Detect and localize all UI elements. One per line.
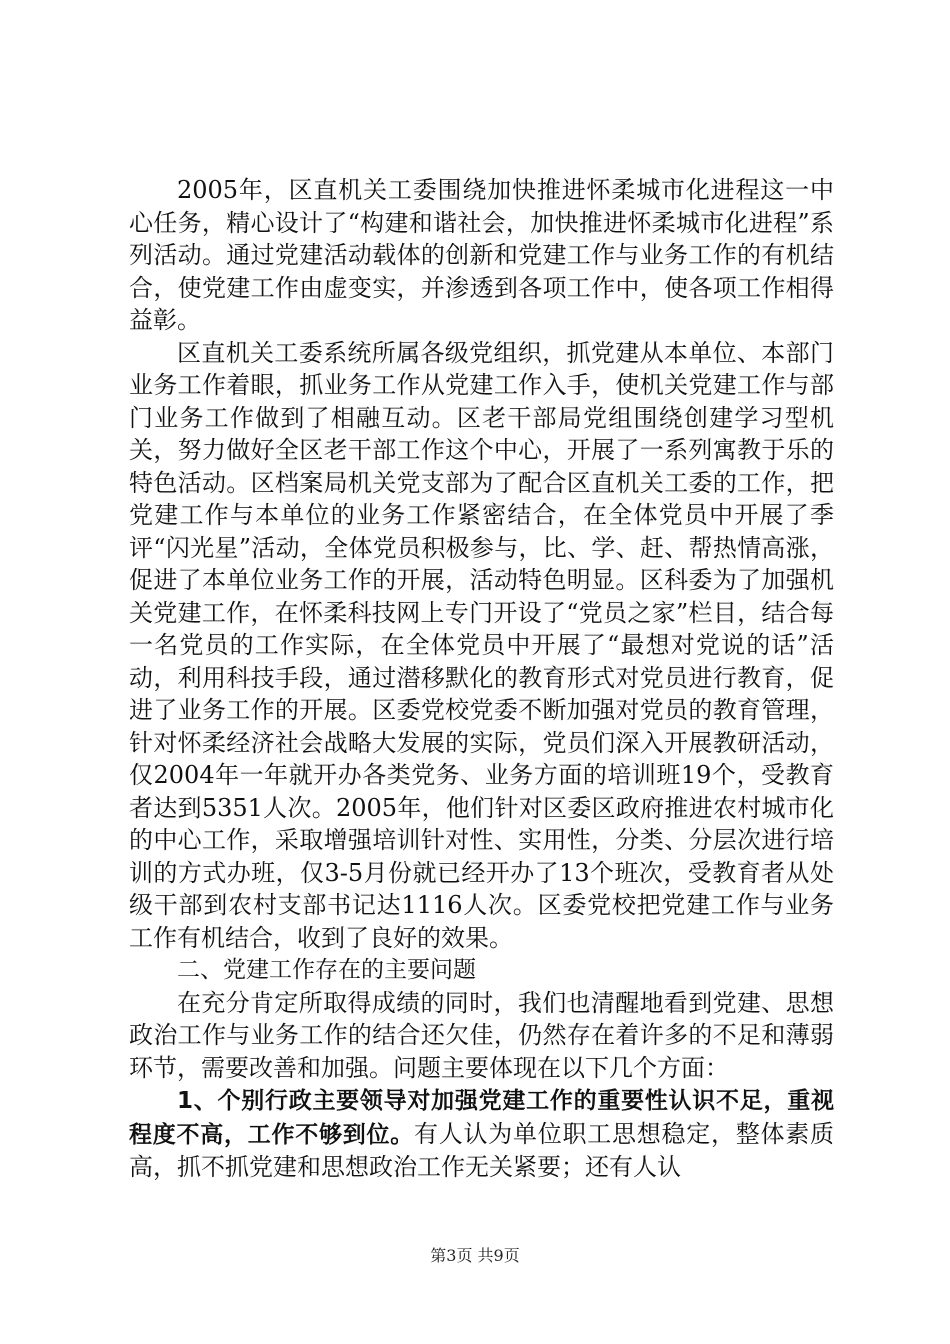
document-body (129, 174, 834, 1184)
paragraph-problems-intro: 在充分肯定所取得成绩的同时，我们也清醒地看到党建、思想政治工作与业务工作的结合还欠佳，仍然存在着许多的不足和薄弱环节，需要改善和加强。问题主要体现在以下几个方面： (129, 988, 834, 1082)
paragraph-2005-activities: 2005年，区直机关工委围绕加快推进怀柔城市化进程这一中心任务，精心设计了“构建和谐社会，加快推进怀柔城市化进程”系列活动。通过党建活动载体的创新和党建工作与业务工作的有机结合，使党建工作由虚变实，并渗透到各项工作中，使各项工作相得益彰。 (129, 176, 834, 334)
point-1-text: 有人认为单位职工思想稳定，整体素质高，抓不抓党建和思想政治工作无关紧要；还有人认 (129, 1119, 834, 1181)
page-footer: 第3页 共9页 (430, 1246, 520, 1265)
section-heading: 二、党建工作存在的主要问题 (177, 957, 476, 983)
point-1-bold-lead: 1、个别行政主要领导对加强党建工作的重要性认识不足，重视程度不高，工作不够到位。 (129, 1088, 834, 1148)
paragraph-party-building-integration: 区直机关工委系统所属各级党组织，抓党建从本单位、本部门业务工作着眼，抓业务工作从党建工作入手，使机关党建工作与部门业务工作做到了相融互动。区老干部局党组围绕创建学习型机关，努力做好全区老干部工作这个中心，开展了一系列寓教于乐的特色活动。区档案局机关党支部为了配合区直机关工委的工作，把党建工作与本单位的业务工作紧密结合，在全体党员中开展了季评“闪光星”活动，全体党员积极参与，比、学、赶、帮热情高涨，促进了本单位业务工作的开展，活动特色明显。区科委为了加强机关党建工作，在怀柔科技网上专门开设了“党员之家”栏目，结合每一名党员的工作实际，在全体党员中开展了“最想对党说的话”活动，利用科技手段，通过潜移默化的教育形式对党员进行教育，促进了业务工作的开展。区委党校党委不断加强对党员的教育管理，针对怀柔经济社会战略大发展的实际，党员们深入开展教研活动，仅2004年一年就开办各类党务、业务方面的培训班19个，受教育者达到5351人次。2005年，他们针对区委区政府推进农村城市化的中心工作，采取增强培训针对性、实用性，分类、分层次进行培训的方式办班，仅3-5月份就已经开办了13个班次，受教育者从处级干部到农村支部书记达1116人次。区委党校把党建工作与业务工作有机结合，收到了良好的效果。 (129, 338, 834, 952)
paragraph-point-1 (129, 1084, 834, 1184)
